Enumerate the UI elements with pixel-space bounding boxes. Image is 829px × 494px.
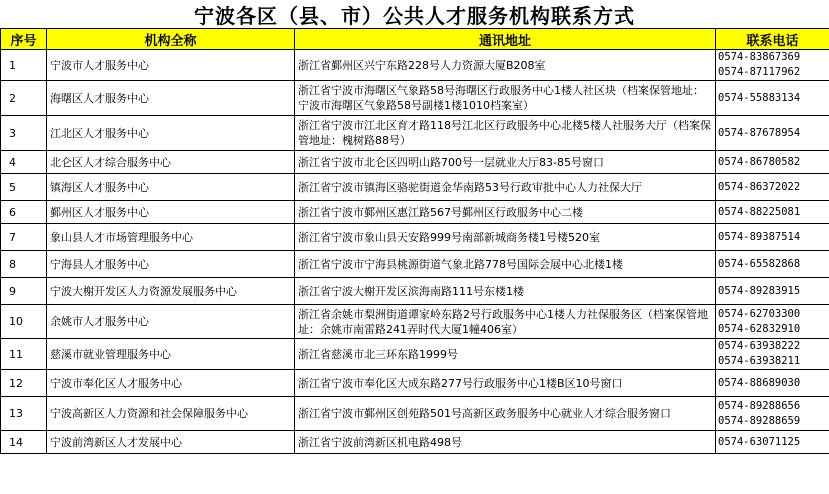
cell-index[interactable]: 12 [1, 370, 47, 397]
cell-index[interactable]: 14 [1, 431, 47, 454]
cell-address[interactable]: 浙江省宁波市鄞州区惠江路567号鄞州区行政服务中心二楼 [295, 201, 716, 224]
phone-number: 0574-86372022 [718, 180, 801, 193]
phone-number: 0574-89288659 [718, 414, 801, 427]
cell-phone[interactable] [716, 224, 829, 251]
table-row [1, 50, 829, 81]
cell-phone[interactable] [716, 50, 829, 81]
cell-index[interactable]: 3 [1, 116, 47, 151]
cell-phone[interactable] [716, 151, 829, 174]
table-row [1, 201, 829, 224]
cell-address[interactable]: 浙江省宁波市北仑区四明山路700号一层就业大厅83-85号窗口 [295, 151, 716, 174]
phone-number: 0574-63071125 [718, 435, 801, 448]
cell-index[interactable]: 8 [1, 251, 47, 278]
cell-address[interactable]: 浙江省宁波前湾新区机电路498号 [295, 431, 716, 454]
cell-index[interactable]: 9 [1, 278, 47, 305]
cell-name[interactable]: 海曙区人才服务中心 [47, 81, 295, 116]
phone-number: 0574-89288656 [718, 399, 801, 412]
cell-phone[interactable] [716, 278, 829, 305]
table-body [1, 50, 829, 454]
cell-index[interactable]: 10 [1, 305, 47, 339]
phone-number: 0574-86780582 [718, 155, 801, 168]
phone-number: 0574-63938211 [718, 355, 801, 367]
cell-index[interactable]: 2 [1, 81, 47, 116]
cell-index[interactable]: 6 [1, 201, 47, 224]
table-row [1, 278, 829, 305]
cell-phone[interactable] [716, 431, 829, 454]
phone-number: 0574-63938222 [718, 340, 801, 352]
cell-name[interactable]: 宁波市奉化区人才服务中心 [47, 370, 295, 397]
sheet-title: 宁波各区（县、市）公共人才服务机构联系方式 [194, 3, 635, 28]
table-row [1, 81, 829, 116]
cell-name[interactable]: 北仑区人才综合服务中心 [47, 151, 295, 174]
cell-name[interactable]: 宁波大榭开发区人力资源发展服务中心 [47, 278, 295, 305]
cell-phone[interactable] [716, 174, 829, 201]
cell-name[interactable]: 宁波市人才服务中心 [47, 50, 295, 81]
phone-number: 0574-89283915 [718, 284, 801, 297]
phone-number: 0574-87678954 [718, 126, 801, 139]
phone-number: 0574-62832910 [718, 322, 801, 335]
cell-name[interactable]: 镇海区人才服务中心 [47, 174, 295, 201]
cell-address[interactable]: 浙江省慈溪市北三环东路1999号 [295, 339, 716, 370]
cell-name[interactable]: 宁波前湾新区人才发展中心 [47, 431, 295, 454]
cell-index[interactable]: 4 [1, 151, 47, 174]
cell-name[interactable]: 余姚市人才服务中心 [47, 305, 295, 339]
cell-address[interactable]: 浙江省余姚市梨洲街道谭家岭东路2号行政服务中心1楼人力社保服务区（档案保管地址：余姚市南雷路241弄时代大厦1幢406室） [295, 305, 716, 339]
cell-phone[interactable] [716, 339, 829, 370]
cell-index[interactable]: 1 [1, 50, 47, 81]
phone-number: 0574-89387514 [718, 230, 801, 243]
cell-name[interactable]: 宁海县人才服务中心 [47, 251, 295, 278]
table-row [1, 116, 829, 151]
cell-index[interactable]: 11 [1, 339, 47, 370]
cell-name[interactable]: 江北区人才服务中心 [47, 116, 295, 151]
cell-phone[interactable] [716, 116, 829, 151]
cell-name[interactable]: 宁波高新区人力资源和社会保障服务中心 [47, 397, 295, 431]
cell-phone[interactable] [716, 81, 829, 116]
cell-address[interactable]: 浙江省宁波市镇海区骆驼街道金华南路53号行政审批中心人力社保大厅 [295, 174, 716, 201]
phone-number: 0574-62703300 [718, 307, 801, 320]
table-row [1, 305, 829, 339]
cell-index[interactable]: 5 [1, 174, 47, 201]
header-name[interactable]: 机构全称 [47, 29, 295, 50]
phone-number: 0574-87117962 [718, 66, 801, 78]
cell-address[interactable]: 浙江省鄞州区兴宁东路228号人力资源大厦B208室 [295, 50, 716, 81]
cell-address[interactable]: 浙江省宁波市海曙区气象路58号海曙区行政服务中心1楼人社区块（档案保管地址：宁波市海曙区气象路58号副楼1楼1010档案室） [295, 81, 716, 116]
phone-number: 0574-88225081 [718, 205, 801, 218]
header-phone[interactable]: 联系电话 [716, 29, 829, 50]
table-row [1, 174, 829, 201]
header-row [1, 29, 829, 50]
cell-address[interactable]: 浙江省宁波市宁海县桃源街道气象北路778号国际会展中心北楼1楼 [295, 251, 716, 278]
cell-name[interactable]: 慈溪市就业管理服务中心 [47, 339, 295, 370]
cell-address[interactable]: 浙江省宁波市象山县天安路999号南部新城商务楼1号楼520室 [295, 224, 716, 251]
table-row [1, 431, 829, 454]
table-row [1, 370, 829, 397]
phone-number: 0574-55883134 [718, 91, 801, 104]
table-row [1, 224, 829, 251]
cell-phone[interactable] [716, 305, 829, 339]
contact-table [0, 28, 829, 454]
cell-index[interactable]: 7 [1, 224, 47, 251]
cell-name[interactable]: 象山县人才市场管理服务中心 [47, 224, 295, 251]
cell-name[interactable]: 鄞州区人才服务中心 [47, 201, 295, 224]
cell-phone[interactable] [716, 397, 829, 431]
table-row [1, 151, 829, 174]
cell-address[interactable]: 浙江省宁波大榭开发区滨海南路111号东楼1楼 [295, 278, 716, 305]
cell-phone[interactable] [716, 251, 829, 278]
table-row [1, 339, 829, 370]
phone-number: 0574-83867369 [718, 51, 801, 63]
cell-address[interactable]: 浙江省宁波市鄞州区创苑路501号高新区政务服务中心就业人才综合服务窗口 [295, 397, 716, 431]
cell-address[interactable]: 浙江省宁波市奉化区大成东路277号行政服务中心1楼B区10号窗口 [295, 370, 716, 397]
table-row [1, 251, 829, 278]
phone-number: 0574-88689030 [718, 376, 801, 389]
phone-number: 0574-65582868 [718, 257, 801, 270]
cell-phone[interactable] [716, 370, 829, 397]
cell-address[interactable]: 浙江省宁波市江北区育才路118号江北区行政服务中心北楼5楼人社服务大厅（档案保管地址：槐树路88号） [295, 116, 716, 151]
header-address[interactable]: 通讯地址 [295, 29, 716, 50]
cell-phone[interactable] [716, 201, 829, 224]
table-row [1, 397, 829, 431]
cell-index[interactable]: 13 [1, 397, 47, 431]
header-index[interactable]: 序号 [1, 29, 47, 50]
